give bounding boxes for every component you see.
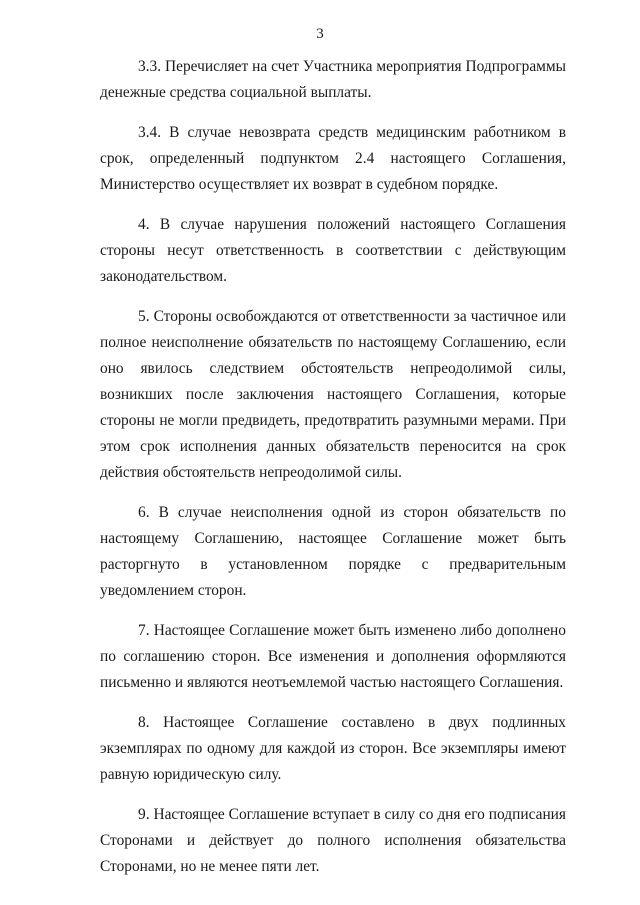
page-number: 3 (316, 26, 324, 42)
paragraph-8: 8. Настоящее Соглашение составлено в двух подлинных экземплярах по одному для каждой из сторон. Все экземпляры имеют равную юридическую силу. (100, 714, 566, 783)
paragraph-3-3: 3.3. Перечисляет на счет Участника мероприятия Подпрограммы денежные средства социальной выплаты. (100, 58, 566, 101)
paragraph-4: 4. В случае нарушения положений настоящего Соглашения стороны несут ответственность в соответствии с действующим законодательством. (100, 216, 566, 285)
document-body (100, 54, 566, 894)
paragraph-6: 6. В случае неисполнения одной из сторон обязательств по настоящему Соглашению, настоящее Соглашение может быть расторгнуто в установленном порядке с предварительным уведомлением сторон. (100, 504, 566, 599)
paragraph-7: 7. Настоящее Соглашение может быть изменено либо дополнено по соглашению сторон. Все изменения и дополнения оформляются письменно и являются неотъемлемой частью настоящего Соглашения. (100, 622, 566, 691)
paragraph-5: 5. Стороны освобождаются от ответственности за частичное или полное неисполнение обязательств по настоящему Соглашению, если оно явилось следствием обстоятельств непреодолимой силы, возникших после заключения настоящего Соглашения, которые стороны не могли предвидеть, предотвратить разумными мерами. При этом срок исполнения данных обязательств переносится на срок действия обстоятельств непреодолимой силы. (100, 308, 566, 481)
paragraph-9: 9. Настоящее Соглашение вступает в силу со дня его подписания Сторонами и действует до полного исполнения обязательства Сторонами, но не менее пяти лет. (100, 806, 566, 875)
paragraph-3-4: 3.4. В случае невозврата средств медицинским работником в срок, определенный подпунктом 2.4 настоящего Соглашения, Министерство осуществляет их возврат в судебном порядке. (100, 124, 566, 193)
